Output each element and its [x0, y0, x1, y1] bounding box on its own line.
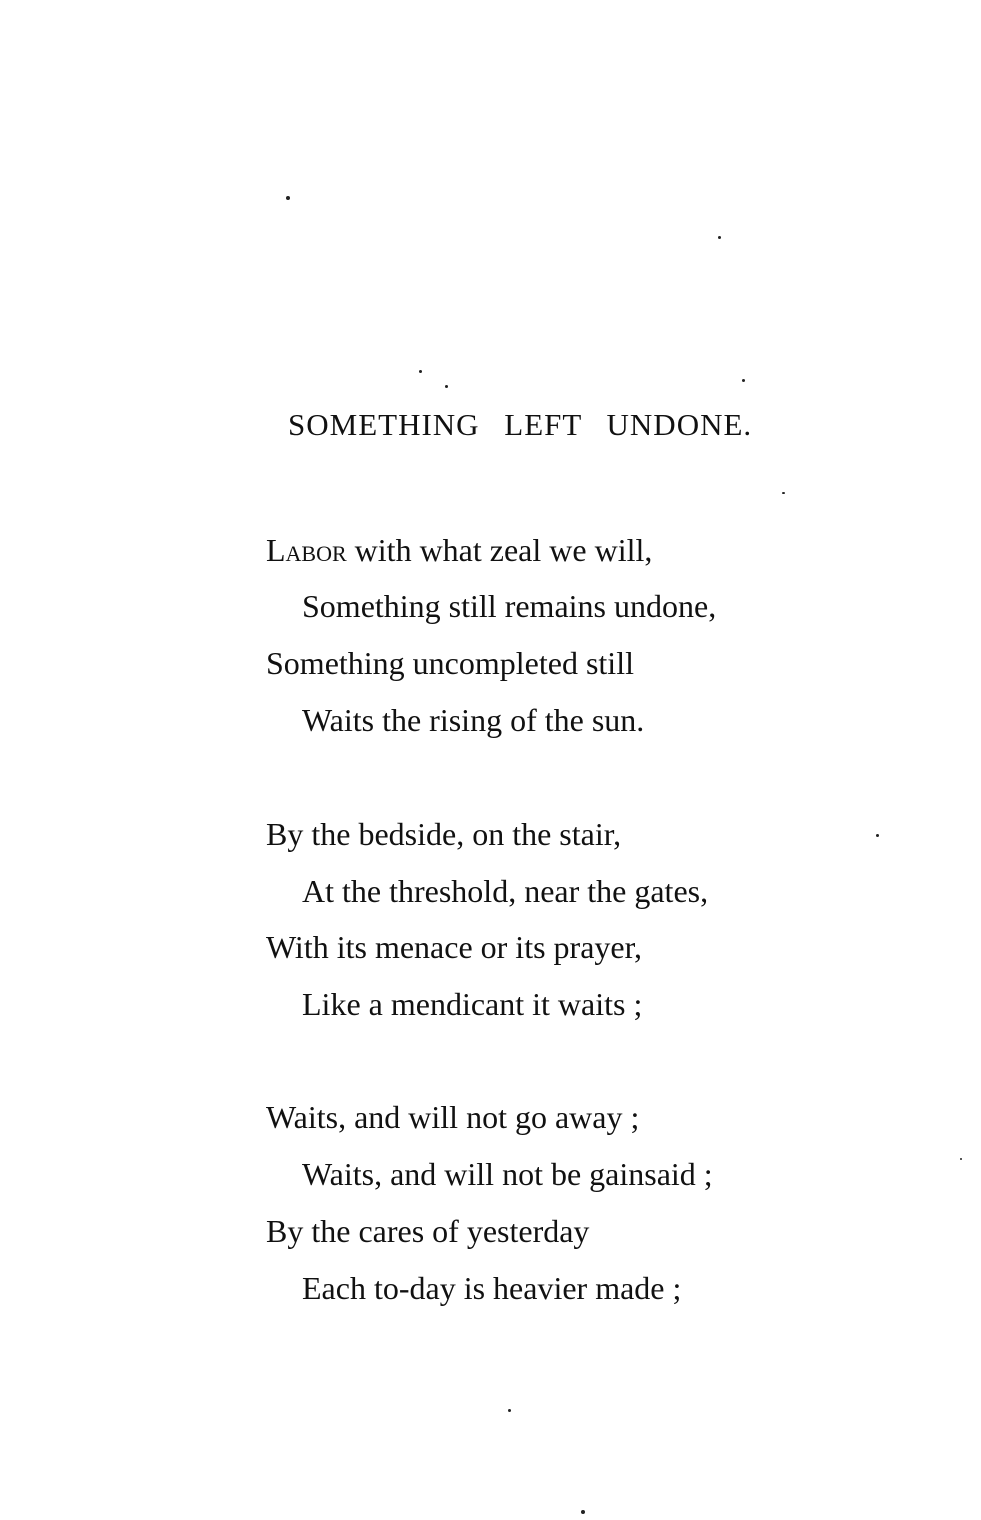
poem-line: Like a mendicant it waits ; — [302, 986, 643, 1022]
print-speck — [445, 385, 448, 388]
poem-line: At the threshold, near the gates, — [302, 873, 709, 909]
print-speck — [718, 236, 721, 239]
line-rest: with what zeal we will, — [346, 532, 653, 568]
print-speck — [782, 492, 785, 494]
poem-line: Waits the rising of the sun. — [302, 702, 645, 738]
poem-line — [266, 532, 652, 569]
poem-line: By the bedside, on the stair, — [266, 816, 622, 852]
poem-line: By the cares of yesterday — [266, 1213, 590, 1249]
print-speck — [581, 1510, 585, 1514]
poem-line: Waits, and will not go away ; — [266, 1099, 640, 1135]
poem-line: Waits, and will not be gainsaid ; — [302, 1156, 713, 1192]
poem-line: Each to-day is heavier made ; — [302, 1270, 682, 1306]
print-speck — [876, 834, 879, 837]
print-speck — [286, 196, 290, 200]
print-speck — [742, 379, 745, 382]
poem-title: SOMETHING LEFT UNDONE. — [288, 407, 753, 442]
drop-word: Labor — [266, 532, 347, 568]
poem-line: Something still remains undone, — [302, 588, 717, 624]
poem-line: Something uncompleted still — [266, 645, 634, 681]
print-speck — [960, 1158, 962, 1160]
poem-line: With its menace or its prayer, — [266, 929, 642, 965]
print-speck — [419, 370, 422, 373]
print-speck — [508, 1409, 511, 1412]
